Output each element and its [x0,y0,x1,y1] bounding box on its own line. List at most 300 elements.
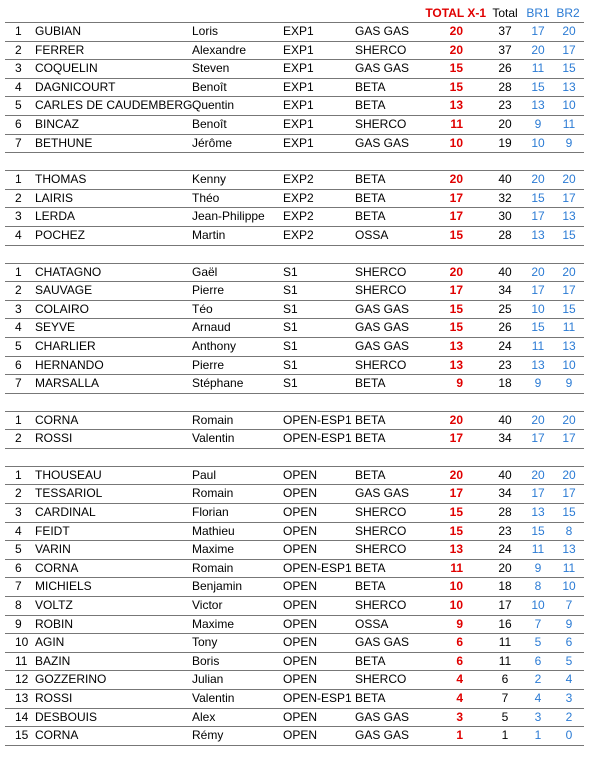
total-x1-cell: 4 [456,672,463,687]
rank-cell: 1 [15,172,22,187]
first-name-cell: Loris [192,24,219,38]
last-name-cell: CORNA [35,412,79,427]
last-name-cell: SAUVAGE [35,283,93,298]
br2-cell: 20 [562,412,576,427]
first-name-cell: Tony [192,635,218,650]
rank-cell: 1 [15,24,22,38]
brand-cell: BETA [355,376,386,391]
brand-cell: BETA [355,412,386,427]
table-row [5,484,584,503]
br2-cell: 15 [562,301,576,316]
total-cell: 16 [498,616,512,631]
br1-cell: 20 [531,467,545,482]
first-name-cell: Julian [192,672,224,687]
table-row [5,577,584,596]
first-name-cell: Romain [192,486,234,501]
brand-cell: BETA [355,79,386,94]
last-name-cell: CARLES DE CAUDEMBERG [35,98,193,113]
brand-cell: GAS GAS [355,61,410,76]
category-cell: EXP1 [283,135,314,150]
last-name-cell: CHARLIER [35,338,96,353]
rank-cell: 6 [15,357,22,372]
result-group [5,466,584,746]
category-cell: OPEN [283,672,318,687]
brand-cell: BETA [355,190,386,205]
br2-cell: 10 [562,357,576,372]
first-name-cell: Quentin [192,98,235,113]
last-name-cell: LERDA [35,209,76,224]
first-name-cell: Alex [192,709,216,724]
br1-cell: 10 [531,135,545,150]
br1-cell: 20 [531,264,545,279]
total-x1-cell: 20 [449,24,463,38]
total-x1-cell: 15 [449,523,463,538]
total-cell: 20 [498,116,512,131]
rank-cell: 4 [15,79,22,94]
first-name-cell: Jérôme [192,135,233,150]
brand-cell: GAS GAS [355,320,410,335]
last-name-cell: BETHUNE [35,135,93,150]
br2-cell: 3 [565,691,573,705]
rank-cell: 2 [15,486,22,501]
brand-cell: SHERCO [355,505,407,520]
total-cell: 19 [498,135,512,150]
category-cell: S1 [283,320,298,335]
br2-cell: 8 [565,523,573,538]
br2-cell: 5 [565,653,573,668]
brand-cell: GAS GAS [355,301,410,316]
category-cell: OPEN [283,505,318,520]
br2-cell: 20 [562,24,576,38]
table-row [5,540,584,559]
total-cell: 24 [498,338,512,353]
last-name-cell: MARSALLA [35,376,100,391]
br1-cell: 20 [531,412,545,427]
table-row [5,670,584,689]
category-cell: EXP1 [283,116,314,131]
br2-cell: 15 [562,61,576,76]
br2-cell: 9 [565,135,573,150]
br1-cell: 13 [531,505,545,520]
rank-cell: 3 [15,61,22,76]
br1-cell: 15 [531,79,545,94]
brand-cell: GAS GAS [355,486,410,501]
header-total: Total [492,6,518,20]
total-x1-cell: 1 [456,728,463,743]
table-row [5,411,584,430]
category-cell: OPEN [283,653,318,668]
total-cell: 32 [498,190,512,205]
total-x1-cell: 15 [449,227,463,242]
category-cell: EXP1 [283,79,314,94]
brand-cell: SHERCO [355,542,407,557]
br1-cell: 3 [534,709,542,724]
last-name-cell: FEIDT [35,523,70,538]
last-name-cell: FERRER [35,42,85,57]
total-x1-cell: 3 [456,709,463,724]
total-cell: 18 [498,376,512,391]
last-name-cell: COLAIRO [35,301,90,316]
last-name-cell: ROSSI [35,691,73,705]
total-cell: 40 [498,264,512,279]
br2-cell: 11 [562,560,576,575]
br1-cell: 2 [534,672,542,687]
br1-cell: 11 [531,542,545,557]
last-name-cell: ROSSI [35,431,73,446]
br1-cell: 13 [531,357,545,372]
rank-cell: 5 [15,98,22,113]
rank-cell: 5 [15,338,22,353]
table-row [5,726,584,746]
rank-cell: 4 [15,523,22,538]
br2-cell: 13 [562,338,576,353]
br1-cell: 11 [531,338,545,353]
first-name-cell: Paul [192,467,217,482]
br2-cell: 15 [562,505,576,520]
br1-cell: 5 [534,635,542,650]
category-cell: S1 [283,283,298,298]
br2-cell: 2 [565,709,573,724]
brand-cell: SHERCO [355,357,407,372]
total-x1-cell: 6 [456,635,463,650]
br2-cell: 17 [562,486,576,501]
rank-cell: 1 [15,264,22,279]
total-x1-cell: 11 [450,560,463,575]
category-cell: S1 [283,376,298,391]
results-table [5,22,584,763]
total-x1-cell: 13 [449,98,463,113]
last-name-cell: VARIN [35,542,71,557]
table-row [5,170,584,189]
last-name-cell: VOLTZ [35,598,73,613]
brand-cell: OSSA [355,227,389,242]
total-x1-cell: 13 [449,338,463,353]
table-row [5,652,584,671]
table-row [5,337,584,356]
br1-cell: 7 [534,616,542,631]
last-name-cell: HERNANDO [35,357,104,372]
category-cell: S1 [283,357,298,372]
table-row [5,522,584,541]
first-name-cell: Gaël [192,264,218,279]
rank-cell: 2 [15,42,22,57]
first-name-cell: Maxime [192,542,235,557]
rank-cell: 5 [15,542,22,557]
br1-cell: 17 [531,24,545,38]
rank-cell: 13 [15,691,29,705]
total-cell: 30 [498,209,512,224]
total-x1-cell: 15 [449,61,463,76]
table-row [5,356,584,375]
category-cell: S1 [283,264,298,279]
total-x1-cell: 17 [449,190,463,205]
last-name-cell: CORNA [35,728,79,743]
last-name-cell: CHATAGNO [35,264,102,279]
brand-cell: BETA [355,560,386,575]
total-x1-cell: 11 [450,116,463,131]
total-cell: 18 [498,579,512,594]
first-name-cell: Romain [192,412,234,427]
result-group [5,411,584,449]
table-row [5,633,584,652]
last-name-cell: COQUELIN [35,61,98,76]
first-name-cell: Mathieu [192,523,235,538]
total-x1-cell: 17 [449,283,463,298]
total-x1-cell: 10 [449,579,463,594]
table-row [5,429,584,449]
total-x1-cell: 20 [449,42,463,57]
brand-cell: SHERCO [355,598,407,613]
total-x1-cell: 15 [449,301,463,316]
brand-cell: BETA [355,431,386,446]
rank-cell: 7 [15,376,22,391]
br2-cell: 9 [565,376,573,391]
total-x1-cell: 17 [449,209,463,224]
rank-cell: 11 [15,653,28,668]
brand-cell: BETA [355,98,386,113]
br1-cell: 4 [534,691,542,705]
header-br1: BR1 [526,6,550,20]
rank-cell: 7 [15,579,22,594]
category-cell: OPEN [283,709,318,724]
first-name-cell: Valentin [192,691,235,705]
category-cell: OPEN-ESP1 [283,431,352,446]
result-group [5,263,584,394]
brand-cell: SHERCO [355,672,407,687]
table-row [5,615,584,634]
category-cell: EXP1 [283,61,314,76]
last-name-cell: CORNA [35,560,79,575]
rank-cell: 6 [15,560,22,575]
first-name-cell: Kenny [192,172,227,187]
brand-cell: SHERCO [355,42,407,57]
rank-cell: 3 [15,301,22,316]
table-row [5,374,584,394]
br2-cell: 17 [562,190,576,205]
table-row [5,96,584,115]
brand-cell: BETA [355,691,386,705]
brand-cell: BETA [355,467,386,482]
first-name-cell: Maxime [192,616,235,631]
last-name-cell: THOUSEAU [35,467,102,482]
rank-cell: 15 [15,728,29,743]
total-x1-cell: 10 [449,598,463,613]
br2-cell: 13 [562,542,576,557]
total-x1-cell: 15 [449,79,463,94]
first-name-cell: Martin [192,227,226,242]
total-cell: 34 [498,486,512,501]
brand-cell: OSSA [355,616,389,631]
category-cell: EXP2 [283,190,314,205]
br2-cell: 13 [562,209,576,224]
table-row [5,189,584,208]
last-name-cell: SEYVE [35,320,76,335]
total-cell: 40 [498,172,512,187]
brand-cell: SHERCO [355,264,407,279]
br2-cell: 20 [562,264,576,279]
first-name-cell: Boris [192,653,220,668]
total-cell: 5 [501,709,509,724]
br2-cell: 20 [562,172,576,187]
total-x1-cell: 10 [449,135,463,150]
brand-cell: SHERCO [355,116,407,131]
brand-cell: SHERCO [355,283,407,298]
rank-cell: 6 [15,116,22,131]
br1-cell: 13 [531,227,545,242]
last-name-cell: TESSARIOL [35,486,103,501]
rank-cell: 2 [15,190,22,205]
total-cell: 6 [501,672,509,687]
rank-cell: 4 [15,227,22,242]
brand-cell: GAS GAS [355,635,410,650]
total-x1-cell: 15 [449,320,463,335]
br1-cell: 8 [534,579,542,594]
category-cell: OPEN [283,616,318,631]
first-name-cell: Anthony [192,338,237,353]
first-name-cell: Stéphane [192,376,244,391]
last-name-cell: DESBOUIS [35,709,98,724]
total-x1-cell: 9 [456,616,463,631]
br1-cell: 17 [531,486,545,501]
total-cell: 24 [498,542,512,557]
last-name-cell: AGIN [35,635,65,650]
br1-cell: 10 [531,301,545,316]
category-cell: EXP1 [283,98,314,113]
br1-cell: 10 [531,598,545,613]
category-cell: OPEN [283,467,318,482]
total-cell: 11 [498,653,512,668]
br1-cell: 17 [531,209,545,224]
rank-cell: 2 [15,431,22,446]
brand-cell: BETA [355,209,386,224]
category-cell: OPEN [283,486,318,501]
total-x1-cell: 13 [449,357,463,372]
table-row [5,466,584,485]
br2-cell: 10 [562,579,576,594]
br2-cell: 4 [565,672,573,687]
br1-cell: 11 [531,61,545,76]
total-x1-cell: 17 [449,431,463,446]
rank-cell: 1 [15,467,22,482]
first-name-cell: Steven [192,61,230,76]
category-cell: EXP2 [283,172,314,187]
first-name-cell: Rémy [192,728,224,743]
br2-cell: 11 [562,116,576,131]
table-row [5,318,584,337]
table-row [5,281,584,300]
table-row [5,207,584,226]
first-name-cell: Jean-Philippe [192,209,265,224]
rank-cell: 2 [15,283,22,298]
br2-cell: 17 [562,283,576,298]
brand-cell: BETA [355,172,386,187]
total-cell: 11 [498,635,512,650]
first-name-cell: Arnaud [192,320,231,335]
category-cell: OPEN [283,598,318,613]
last-name-cell: THOMAS [35,172,87,187]
total-cell: 40 [498,412,512,427]
result-group [5,170,584,245]
total-cell: 34 [498,431,512,446]
rank-cell: 3 [15,209,22,224]
category-cell: EXP2 [283,227,314,242]
last-name-cell: BINCAZ [35,116,80,131]
br1-cell: 15 [531,190,545,205]
total-x1-cell: 20 [449,412,463,427]
br2-cell: 17 [562,431,576,446]
table-row [5,226,584,246]
category-cell: S1 [283,301,298,316]
total-cell: 37 [498,42,512,57]
total-cell: 34 [498,283,512,298]
rank-cell: 14 [15,709,29,724]
br2-cell: 13 [562,79,576,94]
br1-cell: 9 [534,376,542,391]
total-cell: 25 [498,301,512,316]
total-cell: 23 [498,357,512,372]
category-cell: OPEN [283,579,318,594]
brand-cell: GAS GAS [355,709,410,724]
br2-cell: 10 [562,98,576,113]
br2-cell: 17 [562,42,576,57]
first-name-cell: Théo [192,190,220,205]
total-x1-cell: 4 [456,691,463,705]
first-name-cell: Téo [192,301,213,316]
last-name-cell: MICHIELS [35,579,92,594]
first-name-cell: Valentin [192,431,235,446]
total-cell: 1 [501,728,509,743]
br2-cell: 0 [565,728,573,743]
brand-cell: GAS GAS [355,24,410,38]
first-name-cell: Alexandre [192,42,247,57]
category-cell: OPEN [283,728,318,743]
brand-cell: GAS GAS [355,338,410,353]
first-name-cell: Benoît [192,79,227,94]
first-name-cell: Florian [192,505,229,520]
first-name-cell: Victor [192,598,223,613]
table-row [5,559,584,578]
rank-cell: 1 [15,412,22,427]
table-row [5,78,584,97]
total-cell: 28 [498,227,512,242]
last-name-cell: LAIRIS [35,190,74,205]
result-group [5,22,584,153]
last-name-cell: GOZZERINO [35,672,107,687]
br1-cell: 6 [534,653,542,668]
first-name-cell: Romain [192,560,234,575]
total-cell: 17 [498,598,512,613]
last-name-cell: POCHEZ [35,227,86,242]
total-cell: 7 [501,691,509,705]
total-cell: 37 [498,24,512,38]
table-row [5,263,584,282]
header-br2: BR2 [556,6,580,20]
br1-cell: 9 [534,116,542,131]
total-x1-cell: 13 [449,542,463,557]
total-x1-cell: 20 [449,264,463,279]
category-cell: OPEN-ESP1 [283,412,352,427]
br1-cell: 20 [531,172,545,187]
table-row [5,22,584,41]
br2-cell: 6 [565,635,573,650]
last-name-cell: BAZIN [35,653,71,668]
rank-cell: 12 [15,672,29,687]
category-cell: OPEN [283,523,318,538]
br2-cell: 20 [562,467,576,482]
table-row [5,115,584,134]
total-x1-cell: 9 [456,376,463,391]
last-name-cell: GUBIAN [35,24,82,38]
